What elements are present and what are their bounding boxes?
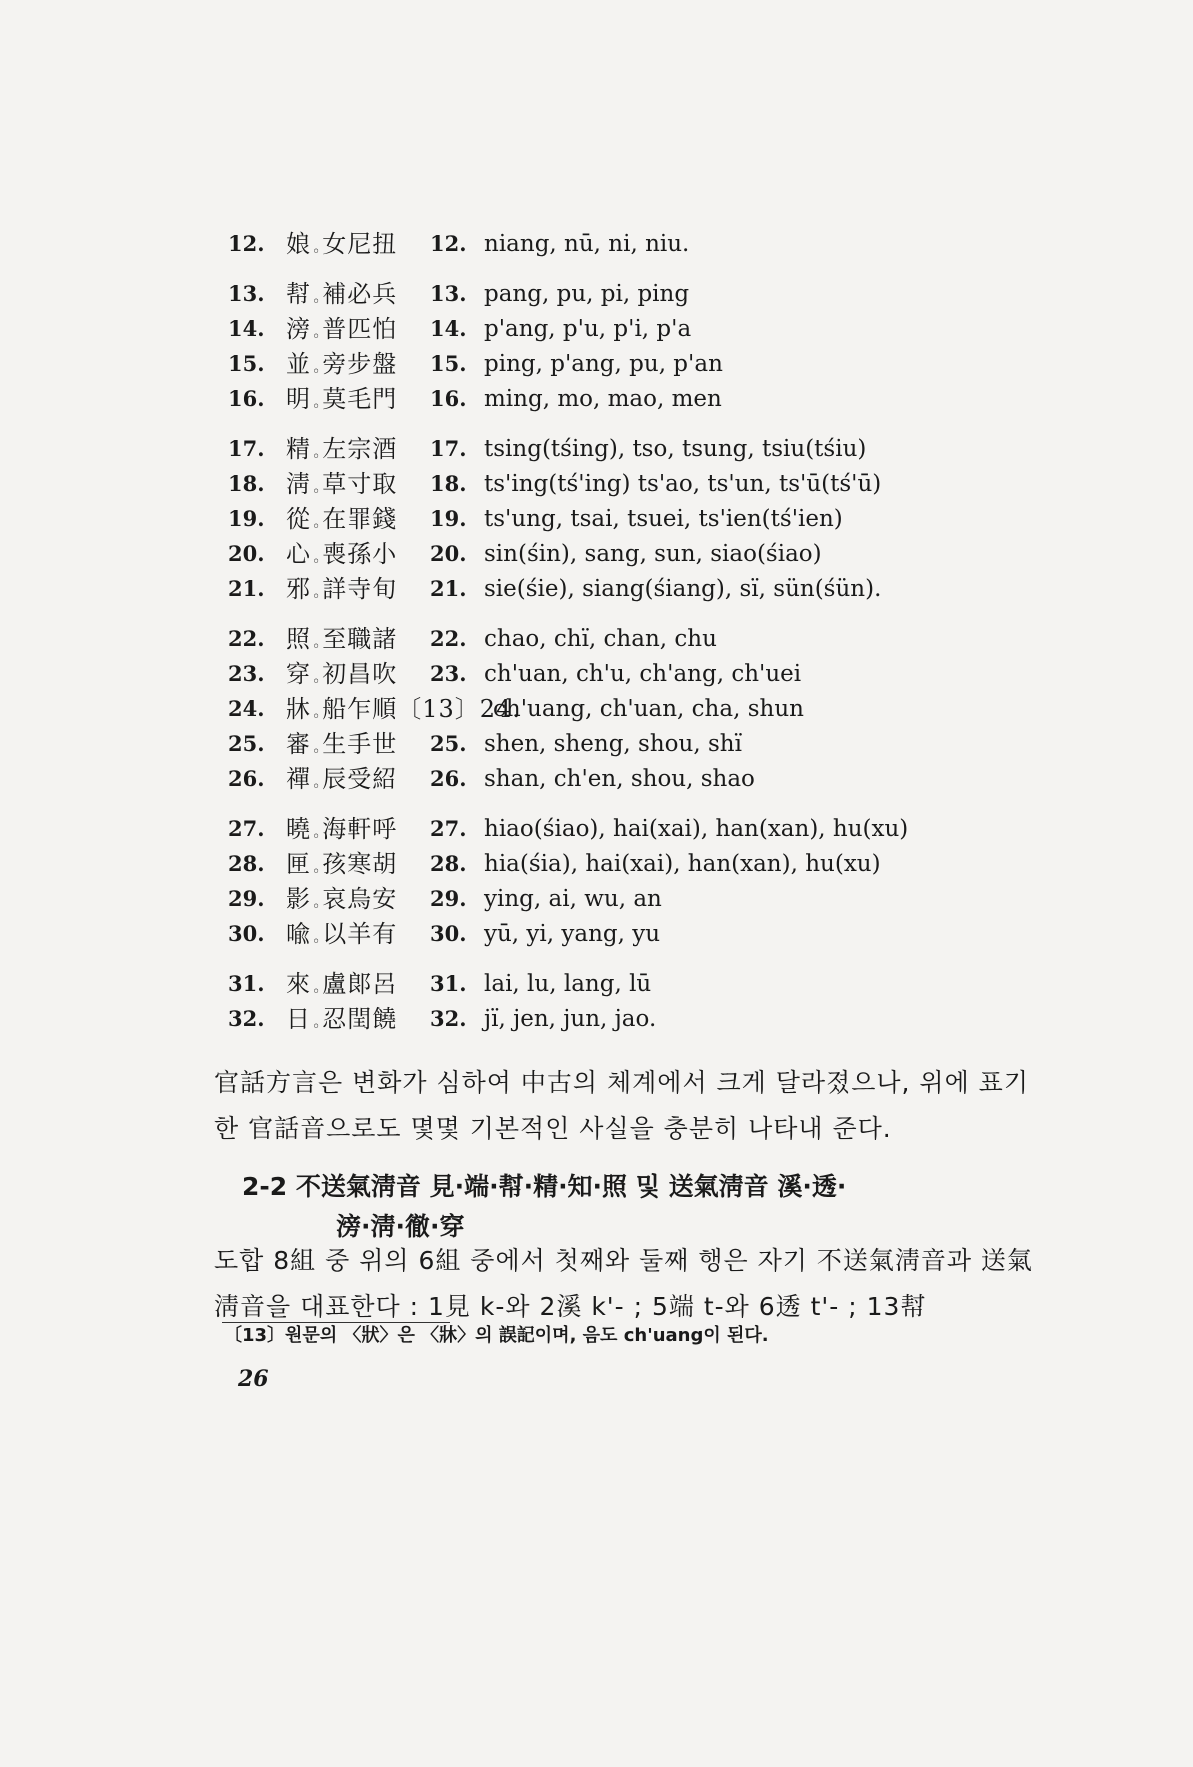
circle-mark-icon: ◦ [312,674,322,690]
row-number: 19. [228,506,265,531]
chinese-characters [286,916,397,960]
initial-character: 娘 [286,230,311,258]
row-number: 15. [228,351,265,376]
example-characters: 以羊有 [322,920,398,948]
romanization: sie(śie), siang(śiang), sï, sün(śün). [484,576,882,602]
initial-character: 邪 [286,575,311,603]
romanization: ming, mo, mao, men [484,386,722,412]
example-characters: 生手世 [322,730,398,758]
circle-mark-icon: ◦ [312,554,322,570]
initial-character: 並 [286,350,311,378]
romanization: shan, ch'en, shou, shao [484,766,755,792]
table-row [0,966,1193,1002]
circle-mark-icon: ◦ [312,449,322,465]
row-number-right: 16. [430,386,467,411]
row-number: 30. [228,921,265,946]
circle-mark-icon: ◦ [312,744,322,760]
romanization: ping, p'ang, pu, p'an [484,351,723,377]
initial-character: 精 [286,435,311,463]
initial-character: 匣 [286,850,311,878]
section-heading-cont: 滂·淸·徹·穿 [336,1212,465,1241]
initial-character: 從 [286,505,311,533]
romanization: ch'uang, ch'uan, cha, shun [493,696,804,722]
romanization: p'ang, p'u, p'i, p'a [484,316,692,342]
circle-mark-icon: ◦ [312,589,322,605]
circle-mark-icon: ◦ [312,519,322,535]
circle-mark-icon: ◦ [312,899,322,915]
initial-character: 心 [286,540,311,568]
row-number-right: 25. [430,731,467,756]
initial-character: 影 [286,885,311,913]
romanization: hiao(śiao), hai(xai), han(xan), hu(xu) [484,816,909,842]
table-row [0,381,1193,417]
example-characters: 莫毛門 [322,385,398,413]
table-row [0,621,1193,657]
romanization: lai, lu, lang, lū [484,971,652,997]
initial-character: 穿 [286,660,311,688]
example-characters: 孩寒胡 [322,850,398,878]
romanization: chao, chï, chan, chu [484,626,717,652]
initial-character: 喩 [286,920,311,948]
row-number-right: 26. [430,766,467,791]
row-number-right: 30. [430,921,467,946]
row-number: 24. [228,696,265,721]
row-number-right: 23. [430,661,467,686]
example-characters: 補必兵 [322,280,398,308]
paragraph-section: 도합 8組 중 위의 6組 중에서 첫째와 둘째 행은 자기 不送氣淸音과 送氣淸音을 대표한다 : 1見 k-와 2溪 k'- ; 5端 t-와 6透 t'- ; 13幇 [214,1246,1033,1321]
table-row [0,1001,1193,1037]
row-number: 27. [228,816,265,841]
example-characters: 初昌吹 [322,660,398,688]
table-row [0,431,1193,467]
circle-mark-icon: ◦ [312,639,322,655]
table-row [0,811,1193,847]
romanization: ts'ung, tsai, tsuei, ts'ien(tś'ien) [484,506,843,532]
romanization: tsing(tśing), tso, tsung, tsiu(tśiu) [484,436,867,462]
circle-mark-icon: ◦ [312,934,322,950]
circle-mark-icon: ◦ [312,484,322,500]
initial-character: 禪 [286,765,311,793]
row-number: 20. [228,541,265,566]
table-row [0,726,1193,762]
initial-character: 牀 [286,695,311,723]
example-characters: 詳寺旬 [322,575,398,603]
circle-mark-icon: ◦ [312,1019,322,1035]
romanization: sin(śin), sang, sun, siao(śiao) [484,541,822,567]
romanization: hia(śia), hai(xai), han(xan), hu(xu) [484,851,881,877]
row-number-right: 15. [430,351,467,376]
row-number-right: 22. [430,626,467,651]
row-number-right: 32. [430,1006,467,1031]
footnote: 〔13〕원문의 〈狀〉은 〈牀〉의 誤記이며, 음도 ch'uang이 된다. [224,1325,769,1346]
initial-character: 幇 [286,280,311,308]
row-number-right: 29. [430,886,467,911]
initial-character: 審 [286,730,311,758]
row-number-right: 14. [430,316,467,341]
circle-mark-icon: ◦ [312,984,322,1000]
circle-mark-icon: ◦ [312,829,322,845]
table-row [0,276,1193,312]
chinese-characters [286,571,397,615]
row-number: 29. [228,886,265,911]
table-row [0,761,1193,797]
example-characters: 忍閏饒 [322,1005,398,1033]
row-number-right: 19. [430,506,467,531]
example-characters: 盧郞呂 [322,970,398,998]
row-number: 14. [228,316,265,341]
example-characters: 在罪錢 [322,505,398,533]
example-characters: 海軒呼 [322,815,398,843]
circle-mark-icon: ◦ [312,329,322,345]
row-number: 25. [228,731,265,756]
table-row [0,916,1193,952]
row-number-right: 17. [430,436,467,461]
table-row [0,656,1193,692]
row-number-right: 27. [430,816,467,841]
row-number: 23. [228,661,265,686]
chinese-characters [286,226,397,270]
chinese-characters [286,1001,397,1045]
initial-character: 滂 [286,315,311,343]
table-row [0,846,1193,882]
row-number-right: 28. [430,851,467,876]
chinese-characters [286,761,397,805]
row-number: 18. [228,471,265,496]
initial-character: 來 [286,970,311,998]
row-number: 28. [228,851,265,876]
row-number: 21. [228,576,265,601]
paragraph-mandarin: 官話方言은 변화가 심하여 中古의 체계에서 크게 달라졌으나, 위에 표기한 官話音으로도 몇몇 기본적인 사실을 충분히 나타내 준다. [214,1068,1029,1143]
row-number-right: 21. [430,576,467,601]
romanization: ying, ai, wu, an [484,886,662,912]
romanization: shen, sheng, shou, shï [484,731,742,757]
example-characters: 至職諸 [322,625,398,653]
row-number: 17. [228,436,265,461]
row-number: 13. [228,281,265,306]
romanization: jï, jen, jun, jao. [484,1006,657,1032]
row-number-right: 18. [430,471,467,496]
romanization: ch'uan, ch'u, ch'ang, ch'uei [484,661,802,687]
table-row [0,881,1193,917]
table-row [0,691,1193,727]
circle-mark-icon: ◦ [312,244,322,260]
row-number: 22. [228,626,265,651]
table-row [0,571,1193,607]
chinese-characters [286,381,397,425]
example-characters: 女尼扭 [322,230,398,258]
example-characters: 左宗酒 [322,435,398,463]
table-row [0,536,1193,572]
table-row [0,226,1193,262]
example-characters: 船乍順〔13〕24. [322,695,521,723]
example-characters: 旁步盤 [322,350,398,378]
initial-character: 日 [286,1005,311,1033]
initial-character: 曉 [286,815,311,843]
circle-mark-icon: ◦ [312,399,322,415]
example-characters: 哀烏安 [322,885,398,913]
initial-character: 明 [286,385,311,413]
initial-character: 照 [286,625,311,653]
circle-mark-icon: ◦ [312,779,322,795]
example-characters: 草寸取 [322,470,398,498]
table-row [0,346,1193,382]
initial-character: 淸 [286,470,311,498]
row-number: 12. [228,231,265,256]
example-characters: 喪孫小 [322,540,398,568]
row-number-right: 13. [430,281,467,306]
circle-mark-icon: ◦ [312,294,322,310]
table-row [0,466,1193,502]
romanization: pang, pu, pi, ping [484,281,690,307]
row-number: 31. [228,971,265,996]
romanization: yū, yi, yang, yu [484,921,661,947]
row-number-right: 20. [430,541,467,566]
row-number: 26. [228,766,265,791]
row-number-right: 12. [430,231,467,256]
romanization: ts'ing(tś'ing) ts'ao, ts'un, ts'ū(tś'ū) [484,471,882,497]
row-number: 32. [228,1006,265,1031]
romanization: niang, nū, ni, niu. [484,231,690,257]
table-row [0,311,1193,347]
circle-mark-icon: ◦ [312,364,322,380]
page-number: 26 [238,1366,269,1392]
circle-mark-icon: ◦ [312,864,322,880]
example-characters: 辰受紹 [322,765,398,793]
table-row [0,501,1193,537]
row-number-right: 31. [430,971,467,996]
circle-mark-icon: ◦ [312,709,322,725]
section-heading: 2-2 不送氣淸音 見·端·幇·精·知·照 및 送氣淸音 溪·透· [242,1172,847,1201]
row-number: 16. [228,386,265,411]
example-characters: 普匹怕 [322,315,398,343]
